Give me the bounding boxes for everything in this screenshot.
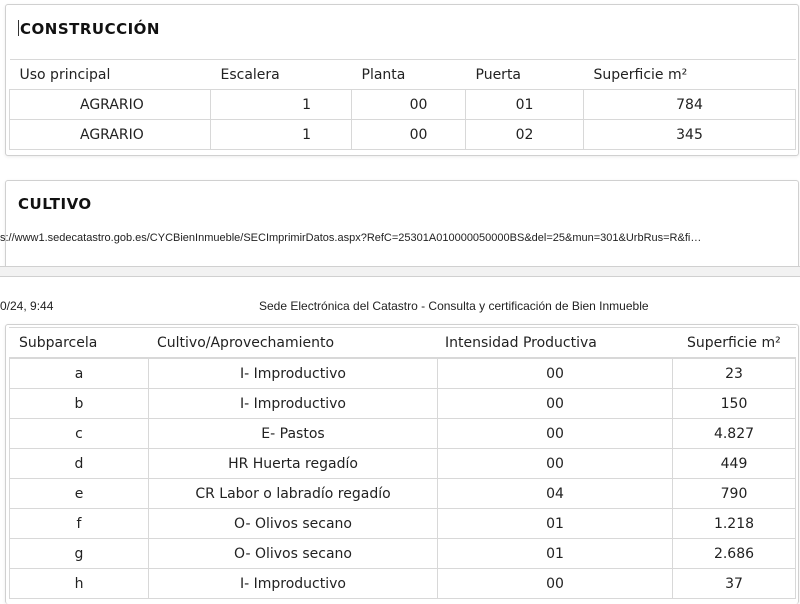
col-subparcela: Subparcela — [9, 328, 141, 358]
print-header-datetime: 0/24, 9:44 — [0, 299, 54, 313]
cell-subparcela: f — [10, 509, 149, 539]
table-row — [10, 90, 796, 120]
cell-superficie: 784 — [584, 90, 796, 120]
table-row — [10, 419, 796, 449]
table-row — [10, 120, 796, 150]
table-row — [10, 389, 796, 419]
col-escalera: Escalera — [211, 60, 352, 90]
col-cultivo: Cultivo/Aprovechamiento — [141, 328, 429, 358]
construccion-table — [9, 59, 796, 150]
cell-cultivo: HR Huerta regadío — [149, 449, 438, 479]
cell-puerta: 01 — [466, 90, 584, 120]
table-row — [10, 539, 796, 569]
text-cursor — [18, 20, 19, 36]
table-header-row — [10, 60, 796, 90]
print-header-title: Sede Electrónica del Catastro - Consulta y certificación de Bien Inmueble — [259, 299, 649, 313]
cell-superficie: 4.827 — [673, 419, 796, 449]
cell-superficie: 449 — [673, 449, 796, 479]
cell-subparcela: a — [10, 359, 149, 389]
cell-cultivo: O- Olivos secano — [149, 539, 438, 569]
cell-superficie: 345 — [584, 120, 796, 150]
cell-cultivo: I- Improductivo — [149, 359, 438, 389]
cell-superficie: 23 — [673, 359, 796, 389]
cultivo-table — [9, 327, 796, 358]
cell-superficie: 790 — [673, 479, 796, 509]
construccion-title: CONSTRUCCIÓN — [20, 20, 160, 38]
table-row — [10, 449, 796, 479]
col-superficie: Superficie m² — [584, 60, 796, 90]
cell-subparcela: g — [10, 539, 149, 569]
cell-subparcela: h — [10, 569, 149, 599]
cell-planta: 00 — [352, 90, 466, 120]
cell-escalera: 1 — [211, 120, 352, 150]
col-puerta: Puerta — [466, 60, 584, 90]
cell-cultivo: E- Pastos — [149, 419, 438, 449]
cell-cultivo: CR Labor o labradío regadío — [149, 479, 438, 509]
cell-subparcela: e — [10, 479, 149, 509]
cell-subparcela: c — [10, 419, 149, 449]
table-row — [10, 359, 796, 389]
cell-intensidad: 00 — [438, 419, 673, 449]
cell-intensidad: 04 — [438, 479, 673, 509]
cell-intensidad: 00 — [438, 449, 673, 479]
col-superficie: Superficie m² — [663, 328, 796, 358]
cell-intensidad: 00 — [438, 569, 673, 599]
cultivo-panel — [5, 180, 799, 270]
print-footer-url: s://www1.sedecatastro.gob.es/CYCBienInmueble/SECImprimirDatos.aspx?RefC=25301A010000050000BS&del=25&mun=301&UrbRus=R&fi… — [0, 232, 702, 244]
cell-superficie: 2.686 — [673, 539, 796, 569]
cell-intensidad: 00 — [438, 359, 673, 389]
table-header-row — [9, 328, 796, 358]
cell-uso: AGRARIO — [10, 120, 211, 150]
cell-cultivo: O- Olivos secano — [149, 509, 438, 539]
cell-subparcela: b — [10, 389, 149, 419]
cell-intensidad: 00 — [438, 389, 673, 419]
cell-uso: AGRARIO — [10, 90, 211, 120]
cell-escalera: 1 — [211, 90, 352, 120]
col-planta: Planta — [352, 60, 466, 90]
cell-planta: 00 — [352, 120, 466, 150]
page-break — [0, 266, 800, 277]
col-intensidad: Intensidad Productiva — [429, 328, 663, 358]
table-row — [10, 569, 796, 599]
cultivo-title: CULTIVO — [18, 195, 92, 213]
cell-cultivo: I- Improductivo — [149, 569, 438, 599]
table-row — [10, 509, 796, 539]
cell-superficie: 37 — [673, 569, 796, 599]
cell-intensidad: 01 — [438, 539, 673, 569]
col-uso-principal: Uso principal — [10, 60, 211, 90]
cell-cultivo: I- Improductivo — [149, 389, 438, 419]
construccion-panel — [5, 4, 799, 156]
cultivo-table-panel — [5, 324, 799, 604]
cell-puerta: 02 — [466, 120, 584, 150]
cell-intensidad: 01 — [438, 509, 673, 539]
table-row — [10, 479, 796, 509]
cell-subparcela: d — [10, 449, 149, 479]
cell-superficie: 1.218 — [673, 509, 796, 539]
cell-superficie: 150 — [673, 389, 796, 419]
cultivo-table-body — [9, 358, 796, 599]
